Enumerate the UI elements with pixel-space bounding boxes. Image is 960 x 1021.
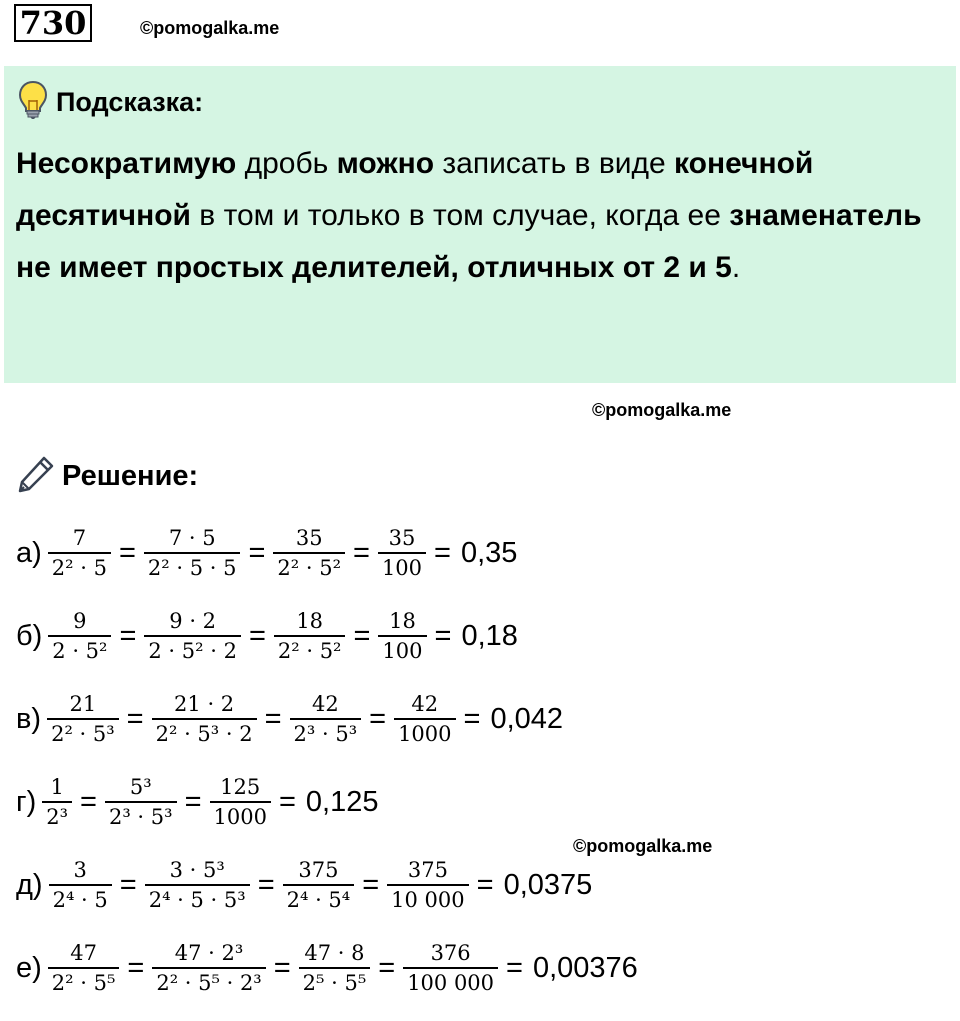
solution-row [16, 684, 563, 754]
numerator: 18 [296, 609, 324, 633]
fraction [378, 607, 426, 665]
decimal-result: 0,00376 [532, 951, 638, 984]
row-label: г) [16, 785, 37, 818]
denominator: 2³ · 5³ [108, 805, 173, 829]
equals-sign: = [80, 785, 97, 818]
fraction [48, 939, 120, 997]
equals-sign: = [476, 868, 494, 901]
solution-header [16, 454, 198, 499]
numerator: 5³ [129, 775, 152, 799]
fraction [283, 856, 355, 914]
numerator: 42 [311, 692, 339, 716]
numerator: 7 · 5 [168, 526, 216, 550]
decimal-result: 0,35 [460, 536, 518, 569]
denominator: 2² · 5² [277, 556, 341, 580]
denominator: 100 [382, 639, 423, 663]
numerator: 9 [73, 609, 87, 633]
denominator: 2⁴ · 5⁴ [286, 888, 351, 912]
numerator: 7 [72, 526, 87, 550]
hint-seg-7: . [731, 251, 741, 284]
watermark-bottom: ©pomogalka.me [573, 836, 713, 856]
equals-sign: = [353, 536, 370, 569]
equals-sign: = [119, 619, 137, 652]
hint-seg-0: Несократимую [16, 147, 237, 180]
fraction [105, 773, 177, 831]
fraction [403, 939, 498, 997]
equals-sign: = [278, 785, 296, 818]
denominator: 100 000 [407, 971, 495, 995]
fraction [49, 856, 112, 914]
solution-row [16, 850, 592, 920]
equals-sign: = [434, 619, 452, 652]
numerator: 9 · 2 [169, 609, 217, 633]
fraction [48, 607, 111, 665]
equals-sign: = [248, 536, 266, 569]
equals-sign: = [273, 951, 291, 984]
numerator: 3 [73, 858, 87, 882]
solution-row [16, 933, 638, 1003]
numerator: 47 · 2³ [174, 941, 244, 965]
fraction [144, 524, 241, 582]
equals-sign: = [463, 702, 481, 735]
equals-sign: = [184, 785, 202, 818]
equals-sign: = [264, 702, 282, 735]
numerator: 125 [220, 775, 261, 799]
numerator: 1 [50, 775, 64, 799]
denominator: 2² · 5 · 5 [147, 556, 237, 580]
fraction [210, 773, 271, 831]
numerator: 18 [389, 609, 416, 633]
denominator: 2² · 5 [51, 556, 107, 580]
hint-box [4, 66, 956, 383]
task-number: 730 [14, 4, 92, 42]
equals-sign: = [362, 868, 380, 901]
solution-row [16, 767, 378, 837]
fraction [274, 607, 346, 665]
row-label: б) [16, 619, 43, 652]
hint-header [18, 80, 203, 125]
row-label: е) [16, 951, 42, 984]
fraction [42, 773, 72, 831]
numerator: 35 [295, 526, 323, 550]
numerator: 375 [298, 858, 339, 882]
fraction [144, 607, 241, 665]
numerator: 47 · 8 [304, 941, 365, 965]
decimal-result: 0,18 [461, 619, 518, 652]
row-label: д) [16, 868, 43, 901]
solution-row [16, 601, 518, 671]
fraction [273, 524, 345, 582]
row-label: в) [16, 702, 42, 735]
numerator: 375 [407, 858, 448, 882]
denominator: 100 [381, 556, 423, 580]
denominator: 1000 [398, 722, 452, 746]
equals-sign: = [434, 536, 451, 569]
denominator: 2³ [46, 805, 69, 829]
denominator: 2² · 5⁵ · 2³ [156, 971, 262, 995]
fraction [290, 690, 362, 748]
denominator: 2⁴ · 5 · 5³ [148, 888, 246, 912]
fraction [48, 524, 111, 582]
fraction [387, 856, 468, 914]
fraction [145, 856, 250, 914]
equals-sign: = [353, 619, 371, 652]
numerator: 3 · 5³ [169, 858, 225, 882]
fraction [299, 939, 371, 997]
fraction [394, 690, 455, 748]
denominator: 2² · 5³ [51, 722, 115, 746]
equals-sign: = [119, 868, 137, 901]
denominator: 2⁵ · 5⁵ [302, 971, 367, 995]
decimal-result: 0,125 [305, 785, 379, 818]
denominator: 2 · 5² [52, 639, 108, 663]
lightbulb-icon [18, 80, 48, 125]
denominator: 1000 [213, 805, 267, 829]
denominator: 2² · 5² [277, 639, 342, 663]
denominator: 2⁴ · 5 [52, 888, 108, 912]
hint-seg-1: дробь [236, 147, 337, 180]
equals-sign: = [506, 951, 523, 984]
fraction [47, 690, 119, 748]
hint-text [16, 138, 946, 294]
denominator: 2³ · 5³ [293, 722, 358, 746]
row-label: а) [16, 536, 42, 569]
fraction [152, 690, 257, 748]
equals-sign: = [127, 951, 145, 984]
numerator: 376 [430, 941, 471, 965]
solution-title: Решение: [62, 460, 199, 492]
equals-sign: = [257, 868, 275, 901]
watermark-middle: ©pomogalka.me [592, 400, 732, 420]
hint-seg-5: в том и только в том случае, когда ее [190, 199, 730, 232]
hint-seg-6: знаменатель не имеет простых делителей, отличных от 2 и 5 [16, 199, 922, 284]
fraction [152, 939, 265, 997]
hint-seg-2: можно [336, 147, 435, 180]
solution-row [16, 518, 517, 588]
numerator: 35 [388, 526, 416, 550]
hint-seg-3: записать в виде [434, 147, 675, 180]
hint-seg-4: конечной десятичной [16, 147, 814, 232]
decimal-result: 0,0375 [503, 868, 593, 901]
numerator: 21 · 2 [174, 692, 235, 716]
pencil-icon [16, 454, 56, 499]
equals-sign: = [126, 702, 144, 735]
equals-sign: = [118, 536, 136, 569]
numerator: 21 [69, 692, 97, 716]
denominator: 2 · 5² · 2 [148, 639, 237, 663]
watermark-top: ©pomogalka.me [140, 18, 280, 38]
fraction [378, 524, 426, 582]
numerator: 47 [70, 941, 97, 965]
equals-sign: = [248, 619, 266, 652]
equals-sign: = [378, 951, 396, 984]
denominator: 10 000 [391, 888, 465, 912]
decimal-result: 0,042 [490, 702, 564, 735]
equals-sign: = [369, 702, 387, 735]
hint-title: Подсказка: [56, 87, 204, 117]
numerator: 42 [411, 692, 439, 716]
denominator: 2² · 5⁵ [51, 971, 116, 995]
denominator: 2² · 5³ · 2 [155, 722, 253, 746]
